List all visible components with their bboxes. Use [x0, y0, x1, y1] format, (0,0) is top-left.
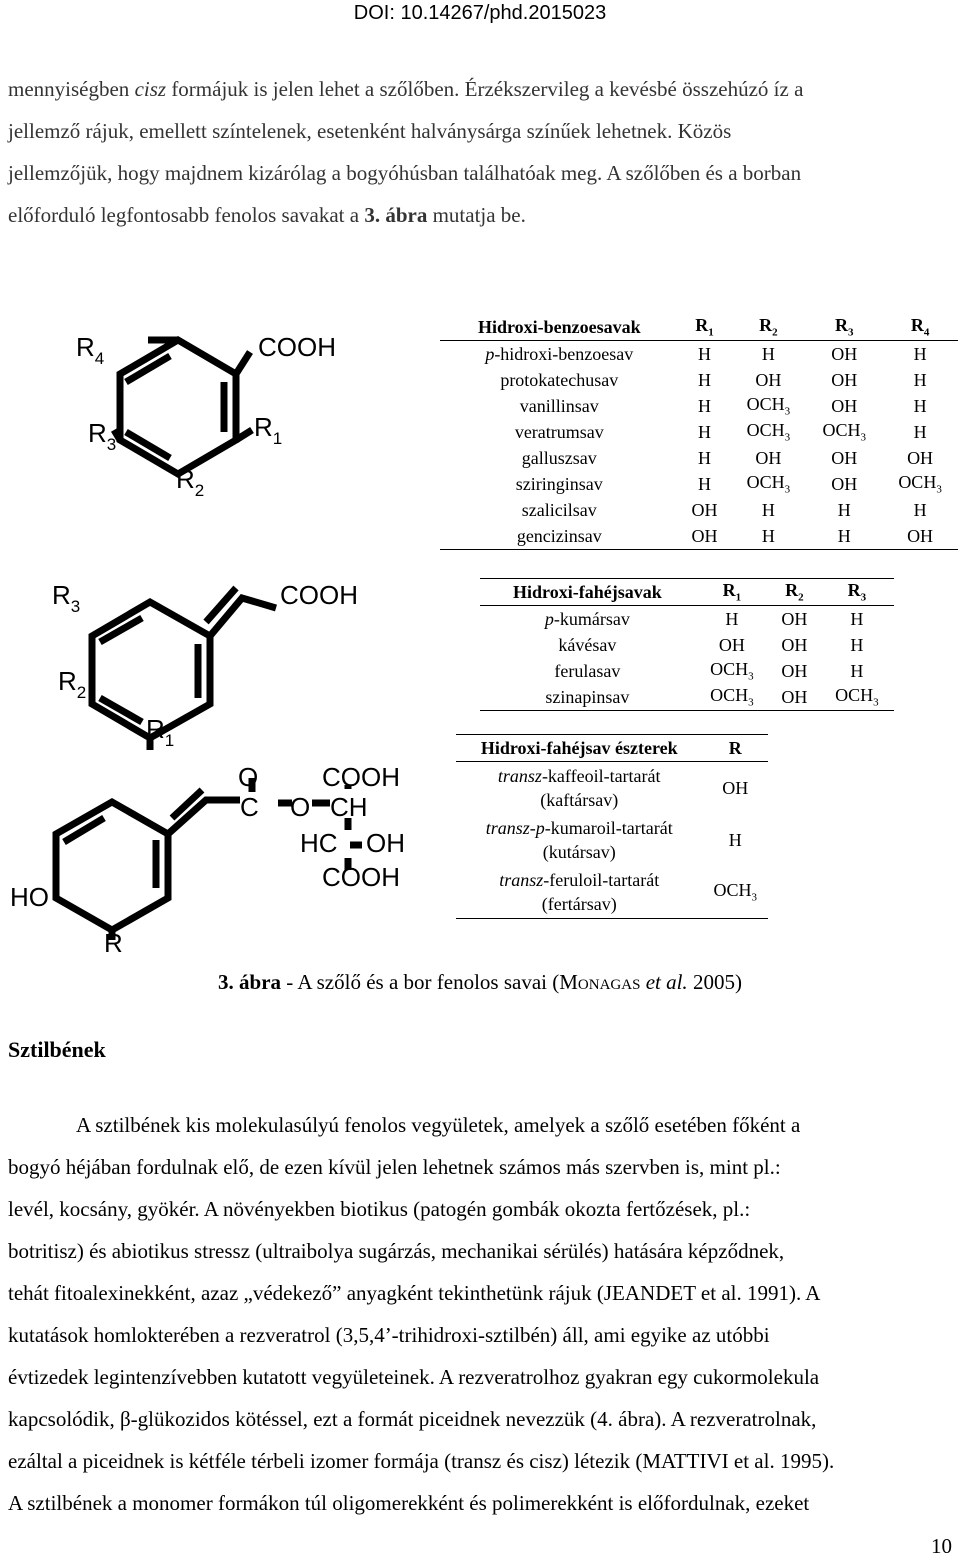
- table-cell: H: [698, 395, 712, 416]
- table-cell: $OCH_3$: [835, 685, 879, 709]
- table-row: [480, 684, 894, 711]
- body-line: tehát fitoalexinekként, azaz „védekező” anyagként tekinthetünk rájuk (JEANDET et al. 1991). A: [8, 1281, 821, 1305]
- table-cell: protokatechusav: [500, 369, 619, 390]
- r3-label: $R_3$: [88, 418, 117, 454]
- table-row: [440, 523, 958, 550]
- body-paragraph: [8, 1104, 952, 1524]
- caption-text: - A szőlő és a bor fenolos savai (M: [281, 970, 578, 994]
- ester-structure: [56, 778, 362, 940]
- table-cell: gencizinsav: [516, 525, 602, 546]
- table-cell: $OCH_3$: [822, 420, 866, 444]
- body-line: kapcsolódik, β-glükozidos kötéssel, ezt a formát piceidnek nevezzük (4. ábra). A rezveratrolnak,: [8, 1407, 817, 1431]
- table-row: [456, 866, 768, 919]
- table-body: [456, 762, 768, 919]
- figure-caption: [0, 970, 960, 995]
- page-number: 10: [931, 1534, 952, 1558]
- table-cell: p-kumársav: [544, 608, 630, 629]
- table-cell: OH: [831, 473, 858, 494]
- table-row: [480, 658, 894, 684]
- table-row: [440, 367, 958, 393]
- table-cell: H: [913, 395, 927, 416]
- table-cell: szinapinsav: [545, 686, 630, 707]
- table-cell: ferulasav: [554, 660, 621, 681]
- ester-c-label: C: [240, 792, 259, 822]
- table-cell: H: [913, 421, 927, 442]
- body-line: ezáltal a piceidnek is kétféle térbeli izomer formája (transz és cisz) létezik (MATTIVI et al. 1995).: [8, 1449, 835, 1473]
- table-cell: H: [698, 369, 712, 390]
- text: előforduló legfontosabb fenolos savakat a: [8, 203, 365, 227]
- table-row: [480, 632, 894, 658]
- body-line: bogyó héjában fordulnak elő, de ezen kívül jelen lehetnek számos más szervben is, mint pl.:: [8, 1155, 781, 1179]
- header-cell: $R_4$: [910, 315, 930, 339]
- table-cell: OH: [691, 525, 718, 546]
- r2-label: $R_2$: [58, 666, 87, 702]
- table-cell: H: [837, 499, 851, 520]
- table-cell: H: [761, 343, 775, 364]
- body-line: évtizedek legintenzívebben kutatott vegyületeinek. A rezveratrolhoz gyakran egy cukormolekula: [8, 1365, 820, 1389]
- table-row: [440, 419, 958, 445]
- r1-label: $R_1$: [146, 714, 175, 750]
- table-header: [456, 735, 768, 762]
- table-cell: OH: [781, 634, 808, 655]
- header-cell: $R_3$: [834, 315, 854, 339]
- table-cell: H: [725, 608, 739, 629]
- header-cell: $R_1$: [722, 580, 742, 604]
- table-cell: H: [913, 499, 927, 520]
- table-cell: OH: [722, 777, 749, 798]
- caption-etal: et al.: [640, 970, 688, 994]
- carbonyl-o-label: O: [238, 762, 259, 792]
- table-cell: OH: [781, 608, 808, 629]
- table-cell: veratrumsav: [514, 421, 604, 442]
- cooh-bottom-label: COOH: [322, 862, 400, 892]
- r2-label: $R_2$: [176, 464, 205, 500]
- text: mutatja be.: [427, 203, 526, 227]
- table-header: [440, 314, 958, 341]
- r4-label: $R_4$: [76, 332, 105, 368]
- body-line: A sztilbének a monomer formákon túl oligomerekként és polimerekként is előfordulnak, ezeket: [8, 1491, 810, 1515]
- table-cell: kávésav: [558, 634, 617, 655]
- table-cell: $OCH_3$: [746, 394, 791, 418]
- header-cell: $R_2$: [785, 580, 804, 604]
- table-cell: OH: [691, 499, 718, 520]
- table-cell: $OCH_3$: [746, 472, 791, 496]
- table-row: [456, 762, 768, 815]
- body-line: levél, kocsány, gyökér. A növényekben biotikus (patogén gombák okozta fertőzések, pl.:: [8, 1197, 751, 1221]
- table-cell: OH: [907, 447, 934, 468]
- table-cell: H: [850, 634, 864, 655]
- table-cell: szalicilsav: [521, 499, 597, 520]
- r3-label: $R_3$: [52, 580, 81, 616]
- caption-label: 3. ábra: [218, 970, 282, 994]
- caption-smallcaps: ONAGAS: [577, 977, 641, 993]
- table-cell: H: [698, 421, 712, 442]
- hc-label: HC: [300, 828, 338, 858]
- table-cell: H: [761, 499, 775, 520]
- table-cell: OH: [781, 660, 808, 681]
- table-row: [480, 606, 894, 633]
- table-cell: OH: [831, 447, 858, 468]
- table-header: [480, 579, 894, 606]
- table-row: [440, 471, 958, 497]
- italic-text: cisz: [134, 77, 167, 101]
- table-cell: transz-feruloil-tartarát (fertársav): [499, 870, 660, 914]
- ho-label: HO: [10, 882, 49, 912]
- table-cell: H: [913, 369, 927, 390]
- header-cell: $R_1$: [695, 315, 714, 339]
- table-cell: $OCH_3$: [710, 659, 754, 683]
- header-cell: R: [728, 737, 742, 758]
- table-cell: H: [850, 660, 864, 681]
- table-cell: OH: [831, 395, 858, 416]
- table-cell: $OCH_3$: [713, 880, 757, 904]
- body-line: botritisz) és abiotikus stressz (ultraibolya sugárzás, mechanikai sérülés) hatására képződnek,: [8, 1239, 785, 1263]
- section-heading: Sztilbének: [8, 1037, 106, 1062]
- table-cell: OH: [718, 634, 745, 655]
- table-cell: sziringinsav: [515, 473, 603, 494]
- table-cell: vanillinsav: [519, 395, 599, 416]
- intro-line-2: jellemző rájuk, emellett színtelenek, esetenként halványsárga színűek lehetnek. Közös: [8, 119, 732, 143]
- table-cell: OH: [907, 525, 934, 546]
- table-row: [456, 814, 768, 866]
- r1-label: $R_1$: [254, 412, 283, 448]
- caption-year: 2005): [687, 970, 742, 994]
- header-cell: $R_3$: [847, 580, 867, 604]
- table-cell: H: [698, 447, 712, 468]
- cinnamic-acid-structure: [92, 588, 276, 750]
- table-cell: transz-kaffeoil-tartarát (kaftársav): [497, 766, 661, 810]
- benzoic-acid-structure: [114, 340, 252, 474]
- table-cell: H: [837, 525, 851, 546]
- oh-label: OH: [366, 828, 405, 858]
- figure-ref: 3. ábra: [364, 203, 428, 227]
- hydroxycinnamic-table: [480, 578, 894, 711]
- table-cell: $OCH_3$: [898, 472, 942, 496]
- table-cell: galluszsav: [521, 447, 597, 468]
- header-cell: Hidroxi-fahéjsavak: [513, 581, 662, 602]
- ester-o-label: O: [290, 792, 311, 822]
- table-cell: H: [761, 525, 775, 546]
- table-row: [440, 341, 958, 368]
- header-cell: Hidroxi-benzoesavak: [477, 316, 641, 337]
- table-row: [440, 393, 958, 419]
- body-line: kutatások homlokterében a rezveratrol (3,5,4’-trihidroxi-sztilbén) áll, ami egyike az utóbbi: [8, 1323, 770, 1347]
- header-cell: $R_2$: [759, 315, 778, 339]
- table-cell: transz-p-kumaroil-tartarát (kutársav): [485, 818, 673, 862]
- hydroxybenzoic-table: [440, 314, 958, 550]
- cooh-label: COOH: [280, 580, 358, 610]
- table-cell: OH: [781, 686, 808, 707]
- ester-table: [456, 734, 768, 919]
- table-body: [440, 341, 958, 550]
- doi-header: DOI: 10.14267/phd.2015023: [353, 2, 607, 24]
- text: formájuk is jelen lehet a szőlőben. Érzékszervileg a kevésbé összehúzó íz a: [166, 77, 804, 101]
- intro-line-3: jellemzőjük, hogy majdnem kizárólag a bogyóhúsban találhatóak meg. A szőlőben és a borban: [8, 161, 802, 185]
- table-cell: OH: [831, 369, 858, 390]
- ch-label: CH: [330, 792, 368, 822]
- table-cell: $OCH_3$: [710, 685, 754, 709]
- body-line: A sztilbének kis molekulasúlyú fenolos vegyületek, amelyek a szőlő esetében főként a: [76, 1113, 801, 1137]
- table-cell: OH: [755, 369, 782, 390]
- table-row: [440, 497, 958, 523]
- table-body: [480, 606, 894, 711]
- table-cell: p-hidroxi-benzoesav: [485, 343, 634, 364]
- header-cell: Hidroxi-fahéjsav észterek: [480, 737, 678, 758]
- table-cell: OH: [755, 447, 782, 468]
- table-cell: H: [728, 829, 742, 850]
- table-cell: H: [913, 343, 927, 364]
- table-cell: H: [698, 473, 712, 494]
- cooh-label: COOH: [258, 332, 336, 362]
- text: mennyiségben: [8, 77, 135, 101]
- table-cell: H: [698, 343, 712, 364]
- table-row: [440, 445, 958, 471]
- table-cell: H: [850, 608, 864, 629]
- table-cell: OH: [831, 343, 858, 364]
- table-cell: $OCH_3$: [746, 420, 791, 444]
- cooh-top-label: COOH: [322, 762, 400, 792]
- chemical-structures: [0, 0, 440, 960]
- r-label: R: [104, 928, 123, 958]
